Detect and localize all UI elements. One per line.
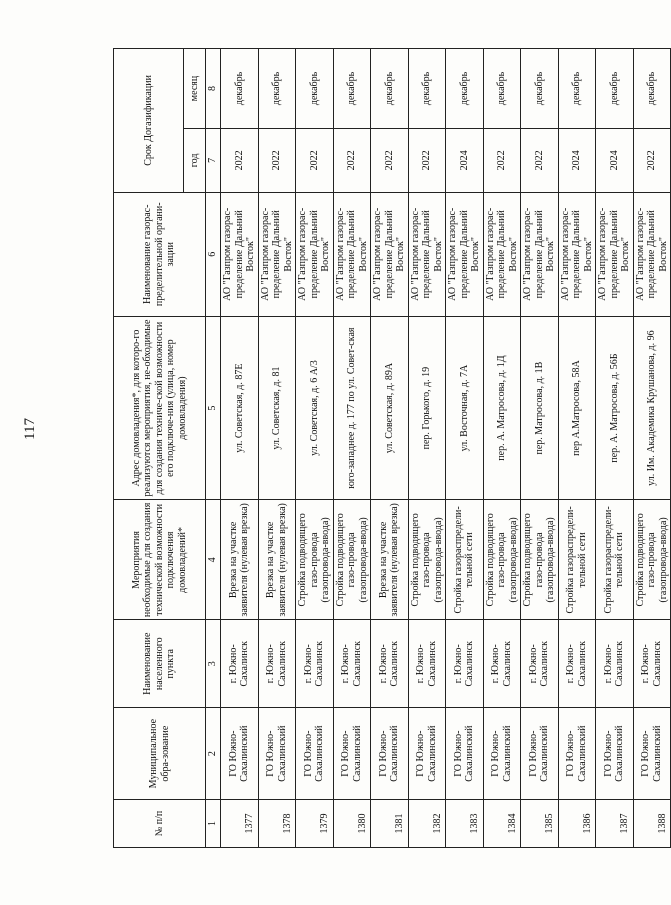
organization-cell: АО "Газпром газорас-пределение Дальний Восток" [221, 192, 259, 316]
header-address: Адрес домовладения*, для которо-го реализуются мероприятия, не-обходимые для создания техниче-ской возможности его подключе-ния (улица, номер домовладения) [114, 316, 206, 500]
measure-cell: Стройка подводящего газо-провода (газопровода-ввода) [408, 500, 446, 620]
organization-cell: АО "Газпром газорас-пределение Дальний Восток" [371, 192, 409, 316]
municipality-cell: ГО Южно-Сахалинский [371, 708, 409, 800]
organization-cell: АО "Газпром газорас-пределение Дальний Восток" [633, 192, 671, 316]
organization-cell: АО "Газпром газорас-пределение Дальний Восток" [558, 192, 596, 316]
year-cell: 2022 [483, 128, 521, 192]
address-cell: пер. Горького, д. 19 [408, 316, 446, 500]
year-cell: 2024 [446, 128, 484, 192]
table-row [446, 49, 484, 848]
year-cell: 2022 [521, 128, 559, 192]
settlement-cell: г. Южно-Сахалинск [333, 620, 371, 708]
row-number-cell: 1384 [483, 800, 521, 848]
measure-cell: Стройка подводящего газо-провода (газопровода-ввода) [296, 500, 334, 620]
column-number: 2 [206, 708, 221, 800]
organization-cell: АО "Газпром газорас-пределение Дальний Восток" [258, 192, 296, 316]
municipality-cell: ГО Южно-Сахалинский [633, 708, 671, 800]
organization-cell: АО "Газпром газорас-пределение Дальний Восток" [333, 192, 371, 316]
settlement-cell: г. Южно-Сахалинск [596, 620, 634, 708]
year-cell: 2022 [633, 128, 671, 192]
organization-cell: АО "Газпром газорас-пределение Дальний Восток" [596, 192, 634, 316]
settlement-cell: г. Южно-Сахалинск [258, 620, 296, 708]
month-cell: декабрь [258, 49, 296, 129]
row-number-cell: 1388 [633, 800, 671, 848]
organization-cell: АО "Газпром газорас-пределение Дальний Восток" [521, 192, 559, 316]
header-deadline: Срок Догазификации [114, 49, 184, 193]
organization-cell: АО "Газпром газорас-пределение Дальний Восток" [408, 192, 446, 316]
column-number: 1 [206, 800, 221, 848]
measure-cell: Стройка газораспредели-тельной сети [446, 500, 484, 620]
row-number-cell: 1385 [521, 800, 559, 848]
settlement-cell: г. Южно-Сахалинск [296, 620, 334, 708]
column-number-row [206, 49, 221, 848]
table-row [521, 49, 559, 848]
month-cell: декабрь [596, 49, 634, 129]
year-cell: 2024 [596, 128, 634, 192]
header-year: год [184, 128, 206, 192]
settlement-cell: г. Южно-Сахалинск [408, 620, 446, 708]
table-row [258, 49, 296, 848]
table-row [296, 49, 334, 848]
municipality-cell: ГО Южно-Сахалинский [446, 708, 484, 800]
month-cell: декабрь [221, 49, 259, 129]
settlement-cell: г. Южно-Сахалинск [483, 620, 521, 708]
table-row [408, 49, 446, 848]
year-cell: 2022 [258, 128, 296, 192]
header-settlement: Наименование населенного пункта [114, 620, 206, 708]
measure-cell: Стройка газораспредели-тельной сети [558, 500, 596, 620]
month-cell: декабрь [633, 49, 671, 129]
year-cell: 2022 [408, 128, 446, 192]
year-cell: 2024 [558, 128, 596, 192]
row-number-cell: 1380 [333, 800, 371, 848]
organization-cell: АО "Газпром газорас-пределение Дальний Восток" [483, 192, 521, 316]
measure-cell: Стройка подводящего газо-провода (газопровода-ввода) [483, 500, 521, 620]
row-number-cell: 1378 [258, 800, 296, 848]
rotated-table-container [113, 48, 669, 848]
table-row [333, 49, 371, 848]
year-cell: 2022 [371, 128, 409, 192]
column-number: 8 [206, 49, 221, 129]
header-row [114, 49, 184, 848]
year-cell: 2022 [333, 128, 371, 192]
address-cell: пер. А. Матросова, д. 56Б [596, 316, 634, 500]
municipality-cell: ГО Южно-Сахалинский [483, 708, 521, 800]
row-number-cell: 1377 [221, 800, 259, 848]
address-cell: пер А.Матросова, 58А [558, 316, 596, 500]
municipality-cell: ГО Южно-Сахалинский [408, 708, 446, 800]
table-row [558, 49, 596, 848]
municipality-cell: ГО Южно-Сахалинский [596, 708, 634, 800]
settlement-cell: г. Южно-Сахалинск [221, 620, 259, 708]
municipality-cell: ГО Южно-Сахалинский [521, 708, 559, 800]
settlement-cell: г. Южно-Сахалинск [446, 620, 484, 708]
settlement-cell: г. Южно-Сахалинск [558, 620, 596, 708]
organization-cell: АО "Газпром газорас-пределение Дальний Восток" [296, 192, 334, 316]
column-number: 6 [206, 192, 221, 316]
address-cell: ул. Советская, д. 81 [258, 316, 296, 500]
measure-cell: Врезка на участке заявителя (нулевая врезка) [258, 500, 296, 620]
address-cell: юго-западнее д. 177 по ул. Совет-ская [333, 316, 371, 500]
address-cell: ул. Советская, д. 6 А/3 [296, 316, 334, 500]
gasification-table [113, 48, 671, 848]
header-num: № п/п [114, 800, 206, 848]
month-cell: декабрь [483, 49, 521, 129]
header-measures: Мероприятия необходимые для создания технической возможности подключения домовладений* [114, 500, 206, 620]
row-number-cell: 1382 [408, 800, 446, 848]
measure-cell: Врезка на участке заявителя (нулевая врезка) [371, 500, 409, 620]
settlement-cell: г. Южно-Сахалинск [521, 620, 559, 708]
month-cell: декабрь [408, 49, 446, 129]
year-cell: 2022 [296, 128, 334, 192]
settlement-cell: г. Южно-Сахалинск [633, 620, 671, 708]
header-municipality: Муниципальное обра-зование [114, 708, 206, 800]
row-number-cell: 1383 [446, 800, 484, 848]
header-organization: Наименование газорас-пределительной органи-зации [114, 192, 206, 316]
measure-cell: Врезка на участке заявителя (нулевая врезка) [221, 500, 259, 620]
column-number: 3 [206, 620, 221, 708]
row-number-cell: 1381 [371, 800, 409, 848]
table-row [633, 49, 671, 848]
municipality-cell: ГО Южно-Сахалинский [258, 708, 296, 800]
row-number-cell: 1387 [596, 800, 634, 848]
year-cell: 2022 [221, 128, 259, 192]
municipality-cell: ГО Южно-Сахалинский [558, 708, 596, 800]
municipality-cell: ГО Южно-Сахалинский [296, 708, 334, 800]
column-number: 7 [206, 128, 221, 192]
organization-cell: АО "Газпром газорас-пределение Дальний Восток" [446, 192, 484, 316]
table-row [371, 49, 409, 848]
row-number-cell: 1379 [296, 800, 334, 848]
month-cell: декабрь [446, 49, 484, 129]
address-cell: пер. А. Матросова, д. 1Д [483, 316, 521, 500]
header-month: месяц [184, 49, 206, 129]
table-row [483, 49, 521, 848]
table-row [221, 49, 259, 848]
month-cell: декабрь [521, 49, 559, 129]
address-cell: ул. Советская, д. 87Е [221, 316, 259, 500]
row-number-cell: 1386 [558, 800, 596, 848]
municipality-cell: ГО Южно-Сахалинский [221, 708, 259, 800]
address-cell: ул. Восточная, д. 7А [446, 316, 484, 500]
column-number: 5 [206, 316, 221, 500]
month-cell: декабрь [296, 49, 334, 129]
measure-cell: Стройка газораспредели-тельной сети [596, 500, 634, 620]
measure-cell: Стройка подводящего газо-провода (газопровода-ввода) [633, 500, 671, 620]
address-cell: ул. Им. Академика Крушанова, д. 96 [633, 316, 671, 500]
measure-cell: Стройка подводящего газо-провода (газопровода-ввода) [333, 500, 371, 620]
column-number: 4 [206, 500, 221, 620]
address-cell: пер. Матросова, д. 1В [521, 316, 559, 500]
table-body [221, 49, 671, 848]
month-cell: декабрь [371, 49, 409, 129]
month-cell: декабрь [558, 49, 596, 129]
table-row [596, 49, 634, 848]
page-number: 117 [22, 418, 38, 440]
municipality-cell: ГО Южно-Сахалинский [333, 708, 371, 800]
settlement-cell: г. Южно-Сахалинск [371, 620, 409, 708]
measure-cell: Стройка подводящего газо-провода (газопровода-ввода) [521, 500, 559, 620]
address-cell: ул. Советская, д. 89А [371, 316, 409, 500]
month-cell: декабрь [333, 49, 371, 129]
